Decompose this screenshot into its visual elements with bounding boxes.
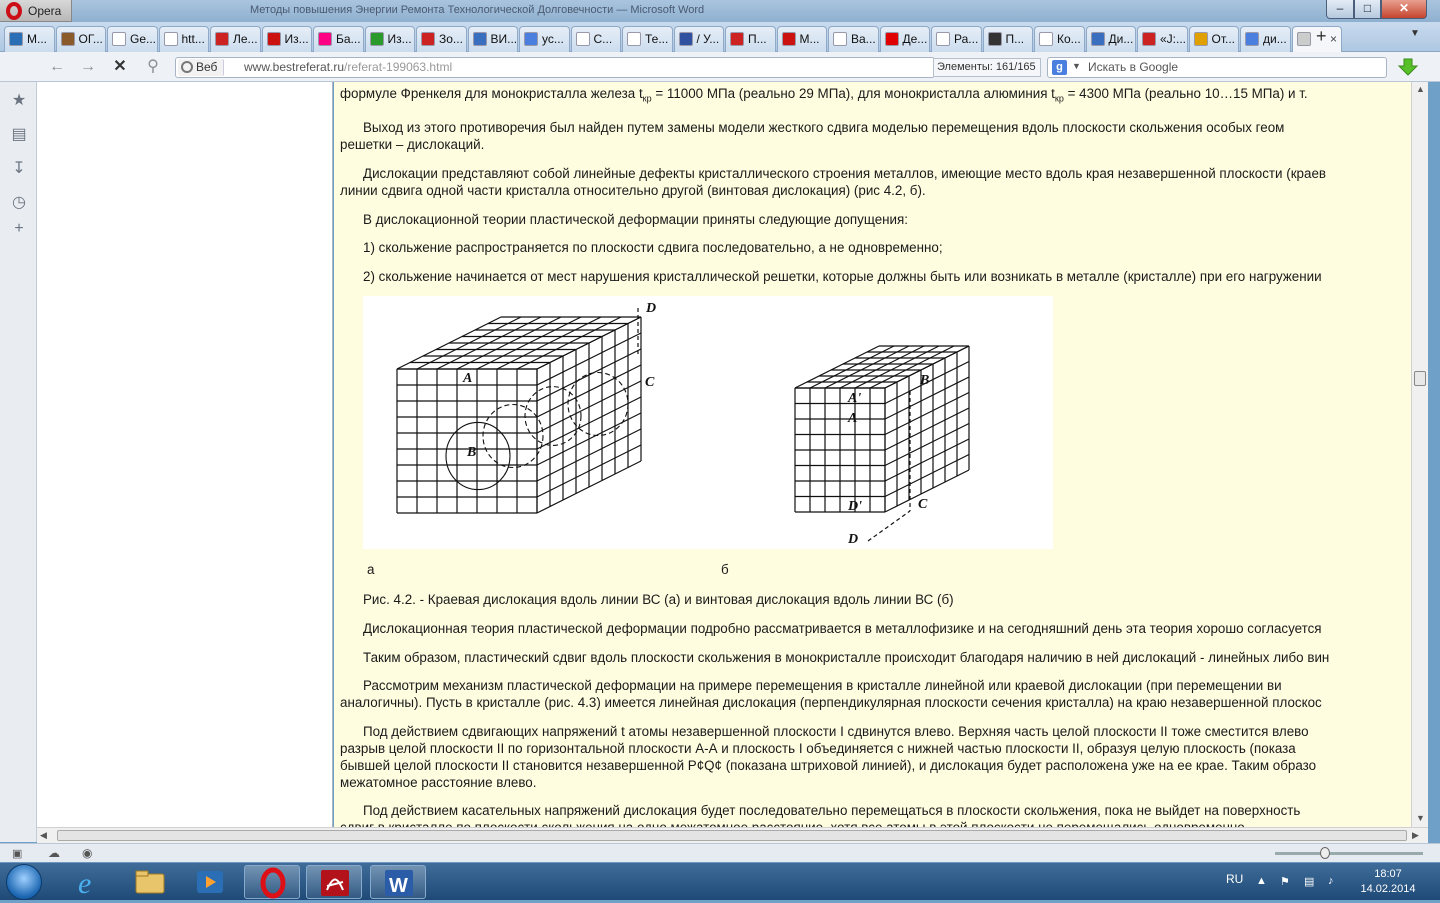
tab-label: Де... [902, 32, 928, 46]
tab-label: М... [799, 32, 820, 46]
tab-9[interactable] [416, 26, 467, 52]
url-domain: www.bestreferat.ru [244, 60, 345, 74]
tab-list-icon[interactable]: ▼ [1410, 28, 1420, 39]
tab-favicon-icon [61, 32, 75, 46]
tab-11[interactable] [519, 26, 570, 52]
tab-14[interactable] [674, 26, 725, 52]
tab-label: / У... [696, 32, 720, 46]
tab-label: ус... [542, 32, 564, 46]
notes-icon[interactable]: ▤ [11, 126, 27, 143]
fig-letter-b-right: B [920, 373, 930, 388]
minimize-button[interactable]: – [1326, 0, 1354, 19]
close-window-button[interactable]: ✕ [1381, 0, 1427, 19]
tab-favicon-icon [524, 32, 538, 46]
tab-label: Ва... [851, 32, 876, 46]
search-field[interactable] [1047, 57, 1387, 78]
tab-15[interactable] [725, 26, 776, 52]
paragraph-1-line-1: Выход из этого противоречия был найден путем замены модели жесткого сдвига моделью перемещения вдоль плоскости скольжения особых геом [363, 120, 1285, 135]
internet-explorer-icon[interactable] [62, 865, 118, 899]
cloud-icon[interactable]: ☁ [48, 846, 60, 860]
opera-menu-button[interactable] [0, 0, 72, 22]
tab-label: Из... [284, 32, 309, 46]
tab-label: Ра... [954, 32, 979, 46]
zoom-slider[interactable] [1275, 852, 1423, 855]
clock-date: 14.02.2014 [1360, 883, 1416, 895]
tab-22[interactable] [1086, 26, 1137, 52]
title-bar [0, 0, 1440, 22]
system-clock[interactable] [1356, 867, 1420, 897]
tab-label: П... [1005, 32, 1025, 46]
tab-favicon-icon [370, 32, 384, 46]
tab-label: С... [593, 32, 613, 46]
tab-label: П... [748, 32, 767, 46]
tab-6[interactable] [262, 26, 313, 52]
tab-favicon-icon [9, 32, 23, 46]
elements-label: Элементы: [937, 61, 993, 73]
tab-label: Ба... [336, 32, 361, 46]
tab-favicon-icon [833, 32, 847, 46]
vertical-scrollbar[interactable] [1411, 82, 1428, 827]
tab-bar [0, 22, 1440, 52]
download-arrow-icon[interactable] [1398, 57, 1418, 77]
zoom-slider-handle[interactable] [1320, 847, 1330, 859]
search-placeholder: Искать в Google [1088, 60, 1179, 74]
paragraph-9-line-3: бывшей целой плоскости II становится незавершенной Р¢Q¢ (показана штриховой линией), и дислокация будет расположена уже на ее крае. Таким образо [340, 758, 1317, 773]
language-indicator[interactable]: RU [1226, 872, 1244, 886]
tab-label: Ко... [1057, 32, 1081, 46]
bookmarks-star-icon[interactable]: ★ [11, 92, 27, 109]
web-badge[interactable] [178, 59, 224, 76]
downloads-icon[interactable]: ↧ [12, 160, 26, 177]
tab-favicon-icon [988, 32, 1002, 46]
tab-favicon-icon [1142, 32, 1156, 46]
elements-value: 161/165 [995, 61, 1036, 73]
side-panel-content [37, 82, 333, 827]
scroll-left-icon[interactable]: ◀ [40, 830, 47, 840]
fig-letter-d-prime: D' [848, 499, 862, 514]
fig-letter-a: A [463, 371, 473, 386]
tab-label: Зо... [439, 32, 463, 46]
tab-4[interactable] [159, 26, 210, 52]
speed-dial-icon[interactable]: ◉ [82, 846, 93, 860]
dislocation-circle [525, 387, 581, 446]
close-tab-icon[interactable]: × [1329, 32, 1337, 46]
tab-favicon-icon [576, 32, 590, 46]
paragraph-1-line-2: решетки – дислокаций. [340, 137, 485, 152]
chevron-down-icon[interactable]: ▼ [1072, 61, 1081, 71]
tab-17[interactable] [828, 26, 879, 52]
paragraph-2-line-1: Дислокации представляют собой линейные дефекты кристаллического строения металлов, имеющие место вдоль края незавершенной плоскости (краев [363, 166, 1327, 181]
figure-caption: Рис. 4.2. - Краевая дислокация вдоль линии ВС (а) и винтовая дислокация вдоль линии ВС (б) [363, 592, 954, 607]
file-explorer-icon[interactable] [122, 865, 178, 899]
paragraph-9-line-4: межатомное расстояние влево. [340, 775, 537, 790]
tab-label: Те... [645, 32, 669, 46]
start-button[interactable] [6, 864, 42, 900]
tab-2[interactable] [56, 26, 107, 52]
tab-favicon-icon [885, 32, 899, 46]
tab-19[interactable] [931, 26, 982, 52]
paragraph-3: В дислокационной теории пластической деформации приняты следующие допущения: [363, 212, 909, 227]
acrobat-reader-icon[interactable] [306, 865, 362, 899]
paragraph-9-line-1: Под действием сдвигающих напряжений t атомы незавершенной плоскости I сдвинутся влево. Верхняя часть целой плоскости II тоже сместится влево [363, 724, 1309, 739]
tab-24[interactable] [1189, 26, 1240, 52]
page-content [334, 82, 1411, 827]
tab-12[interactable] [571, 26, 622, 52]
svg-text:W: W [389, 875, 408, 897]
tab-13[interactable] [622, 26, 673, 52]
web-label-text: Веб [196, 60, 218, 74]
horizontal-scroll-thumb[interactable] [57, 830, 1407, 841]
tab-favicon-icon [267, 32, 281, 46]
tab-label: М... [27, 32, 47, 46]
tab-3[interactable] [107, 26, 158, 52]
app-name: Opera [28, 4, 62, 18]
fig-letter-d-right: D [848, 532, 859, 547]
tab-1[interactable] [4, 26, 55, 52]
paragraph-4: 1) скольжение распространяется по плоскости сдвига последовательно, а не одновременно; [363, 240, 943, 255]
tab-label: htt... [181, 32, 205, 46]
forward-button[interactable]: → [80, 58, 96, 75]
tab-label: Ле... [233, 32, 258, 46]
tab-20[interactable] [983, 26, 1034, 52]
tab-favicon-icon [215, 32, 229, 46]
tab-label: ди... [1263, 32, 1287, 46]
edge-dislocation-lattice [397, 308, 641, 513]
back-button[interactable]: ← [49, 58, 65, 75]
lattice-line [868, 511, 910, 541]
google-icon[interactable]: g [1052, 60, 1067, 75]
tab-favicon-icon [936, 32, 950, 46]
clock-time: 18:07 [1374, 868, 1402, 880]
opera-taskbar-icon[interactable] [244, 865, 300, 899]
media-player-icon[interactable] [182, 865, 238, 899]
tab-favicon-icon [164, 32, 178, 46]
paragraph-2-line-2: линии сдвига одной части кристалла относительно другой (винтовая дислокация) (рис 4.2, б). [340, 183, 926, 198]
fig-letter-b: B [467, 445, 477, 460]
fig-letter-c: C [645, 375, 655, 390]
microsoft-word-icon[interactable] [370, 865, 426, 899]
paragraph-9-line-2: разрыв целой плоскости II по горизонтальной плоскости А-А и плоскость I объединяется с нижней частью плоскости II, образуя целую плоскость (показа [340, 741, 1296, 756]
fig-letter-a-prime: A' [848, 391, 862, 406]
scroll-up-icon[interactable]: ▲ [1416, 84, 1425, 94]
tab-label: Из... [387, 32, 412, 46]
url-text [244, 60, 452, 74]
tab-10[interactable] [468, 26, 519, 52]
tab-favicon-icon [730, 32, 744, 46]
elements-counter [933, 58, 1041, 77]
side-panel-bar [0, 82, 37, 842]
paragraph-10-line-1: Под действием касательных напряжений дислокация будет последовательно перемещаться в плоскости скольжения, пока не выйдет на поверхность [363, 803, 1301, 818]
tab-18[interactable] [880, 26, 931, 52]
navigation-bar [0, 52, 1440, 82]
dislocation-circle [483, 405, 543, 468]
paragraph-8-line-1: Рассмотрим механизм пластической деформации на примере перемещения в кристалле линейной или краевой дислокации (при перемещении ви [363, 678, 1282, 693]
scroll-right-icon[interactable]: ▶ [1412, 830, 1419, 840]
fig-letter-a-right: A [848, 411, 858, 426]
paragraph-7: Таким образом, пластический сдвиг вдоль плоскости скольжения в монокристалле происходит благодаря наличию в ней дислокаций - линейных либо вин [363, 650, 1330, 665]
tab-label: От... [1211, 32, 1236, 46]
address-field[interactable] [175, 57, 935, 78]
tab-favicon-icon [1039, 32, 1053, 46]
tab-favicon-icon [1297, 32, 1311, 46]
vertical-scroll-thumb[interactable] [1414, 371, 1426, 386]
paragraph-6: Дислокационная теория пластической деформации подробно рассматривается в металлофизике и на сегодняшний день эта теория хорошо согласуется [363, 621, 1322, 636]
screw-dislocation-lattice [795, 346, 969, 541]
tab-favicon-icon [782, 32, 796, 46]
horizontal-scrollbar[interactable] [37, 827, 1428, 843]
paragraph-8-line-2: аналогичны). Пусть в кристалле (рис. 4.3) имеется линейная дислокация (перпендикулярная плоскости сечения кристалла) на краю незавершенной плоскос [340, 695, 1322, 710]
tab-5[interactable] [210, 26, 261, 52]
scroll-down-icon[interactable]: ▼ [1416, 813, 1425, 823]
tab-23[interactable] [1137, 26, 1188, 52]
paragraph-line-0: формуле Френкеля для монокристалла железа $t_{кр} = 11000$ МПа (реально 29 МПа), для монокристалла алюминия $t_{кр} = 4300$ МПа (реально 10…15 МПа) и т. [340, 86, 1308, 104]
tab-favicon-icon [112, 32, 126, 46]
tab-label: ВИ... [490, 32, 518, 46]
stop-button[interactable]: ✕ [113, 58, 127, 75]
tab-favicon-icon [318, 32, 332, 46]
tab-favicon-icon [1245, 32, 1259, 46]
windows-taskbar [0, 862, 1440, 900]
tab-25[interactable] [1240, 26, 1291, 52]
tab-favicon-icon [1194, 32, 1208, 46]
tab-7[interactable] [313, 26, 364, 52]
tab-label: «J:... [1160, 32, 1187, 46]
tab-16[interactable] [777, 26, 828, 52]
new-tab-button[interactable]: + [1316, 26, 1327, 46]
status-bar [0, 843, 1440, 862]
maximize-button[interactable]: □ [1354, 0, 1381, 19]
add-panel-icon[interactable]: + [14, 220, 24, 237]
history-clock-icon[interactable]: ◷ [12, 194, 26, 211]
tab-favicon-icon [473, 32, 487, 46]
window-title: Методы повышения Энергии Ремонта Технологической Долговечности — Microsoft Word [250, 4, 705, 16]
svg-text:e: e [78, 867, 92, 900]
url-path: /referat-199063.html [344, 60, 453, 74]
key-icon[interactable]: ⚲ [147, 58, 159, 75]
show-hidden-icons-icon[interactable]: ▲ [1256, 875, 1267, 887]
dislocation-circle [568, 373, 628, 436]
opera-logo-icon [6, 2, 22, 20]
fig-letter-c-right: C [918, 497, 928, 512]
tab-label: ОГ... [78, 32, 103, 46]
fig-letter-d: D [646, 301, 657, 316]
paragraph-5: 2) скольжение начинается от мест нарушения кристаллической решетки, которые должны быть или возникать в металле (кристалле) при его нагружении [363, 269, 1322, 284]
panel-toggle-icon[interactable]: ▣ [12, 848, 23, 860]
tab-favicon-icon [627, 32, 641, 46]
figure-label-a: а [367, 562, 375, 577]
tab-favicon-icon [421, 32, 435, 46]
action-center-flag-icon[interactable]: ⚑ [1280, 876, 1290, 888]
tab-label: Ди... [1108, 32, 1134, 46]
globe-icon [181, 61, 193, 73]
dislocation-figure [363, 296, 1053, 549]
tab-8[interactable] [365, 26, 416, 52]
tab-favicon-icon [1091, 32, 1105, 46]
tab-21[interactable] [1034, 26, 1085, 52]
network-icon[interactable]: ▤ [1304, 876, 1315, 888]
figure-label-b: б [721, 562, 729, 577]
tab-label: Ge... [130, 32, 157, 46]
tab-favicon-icon [679, 32, 693, 46]
volume-icon[interactable]: ♪ [1328, 875, 1334, 887]
